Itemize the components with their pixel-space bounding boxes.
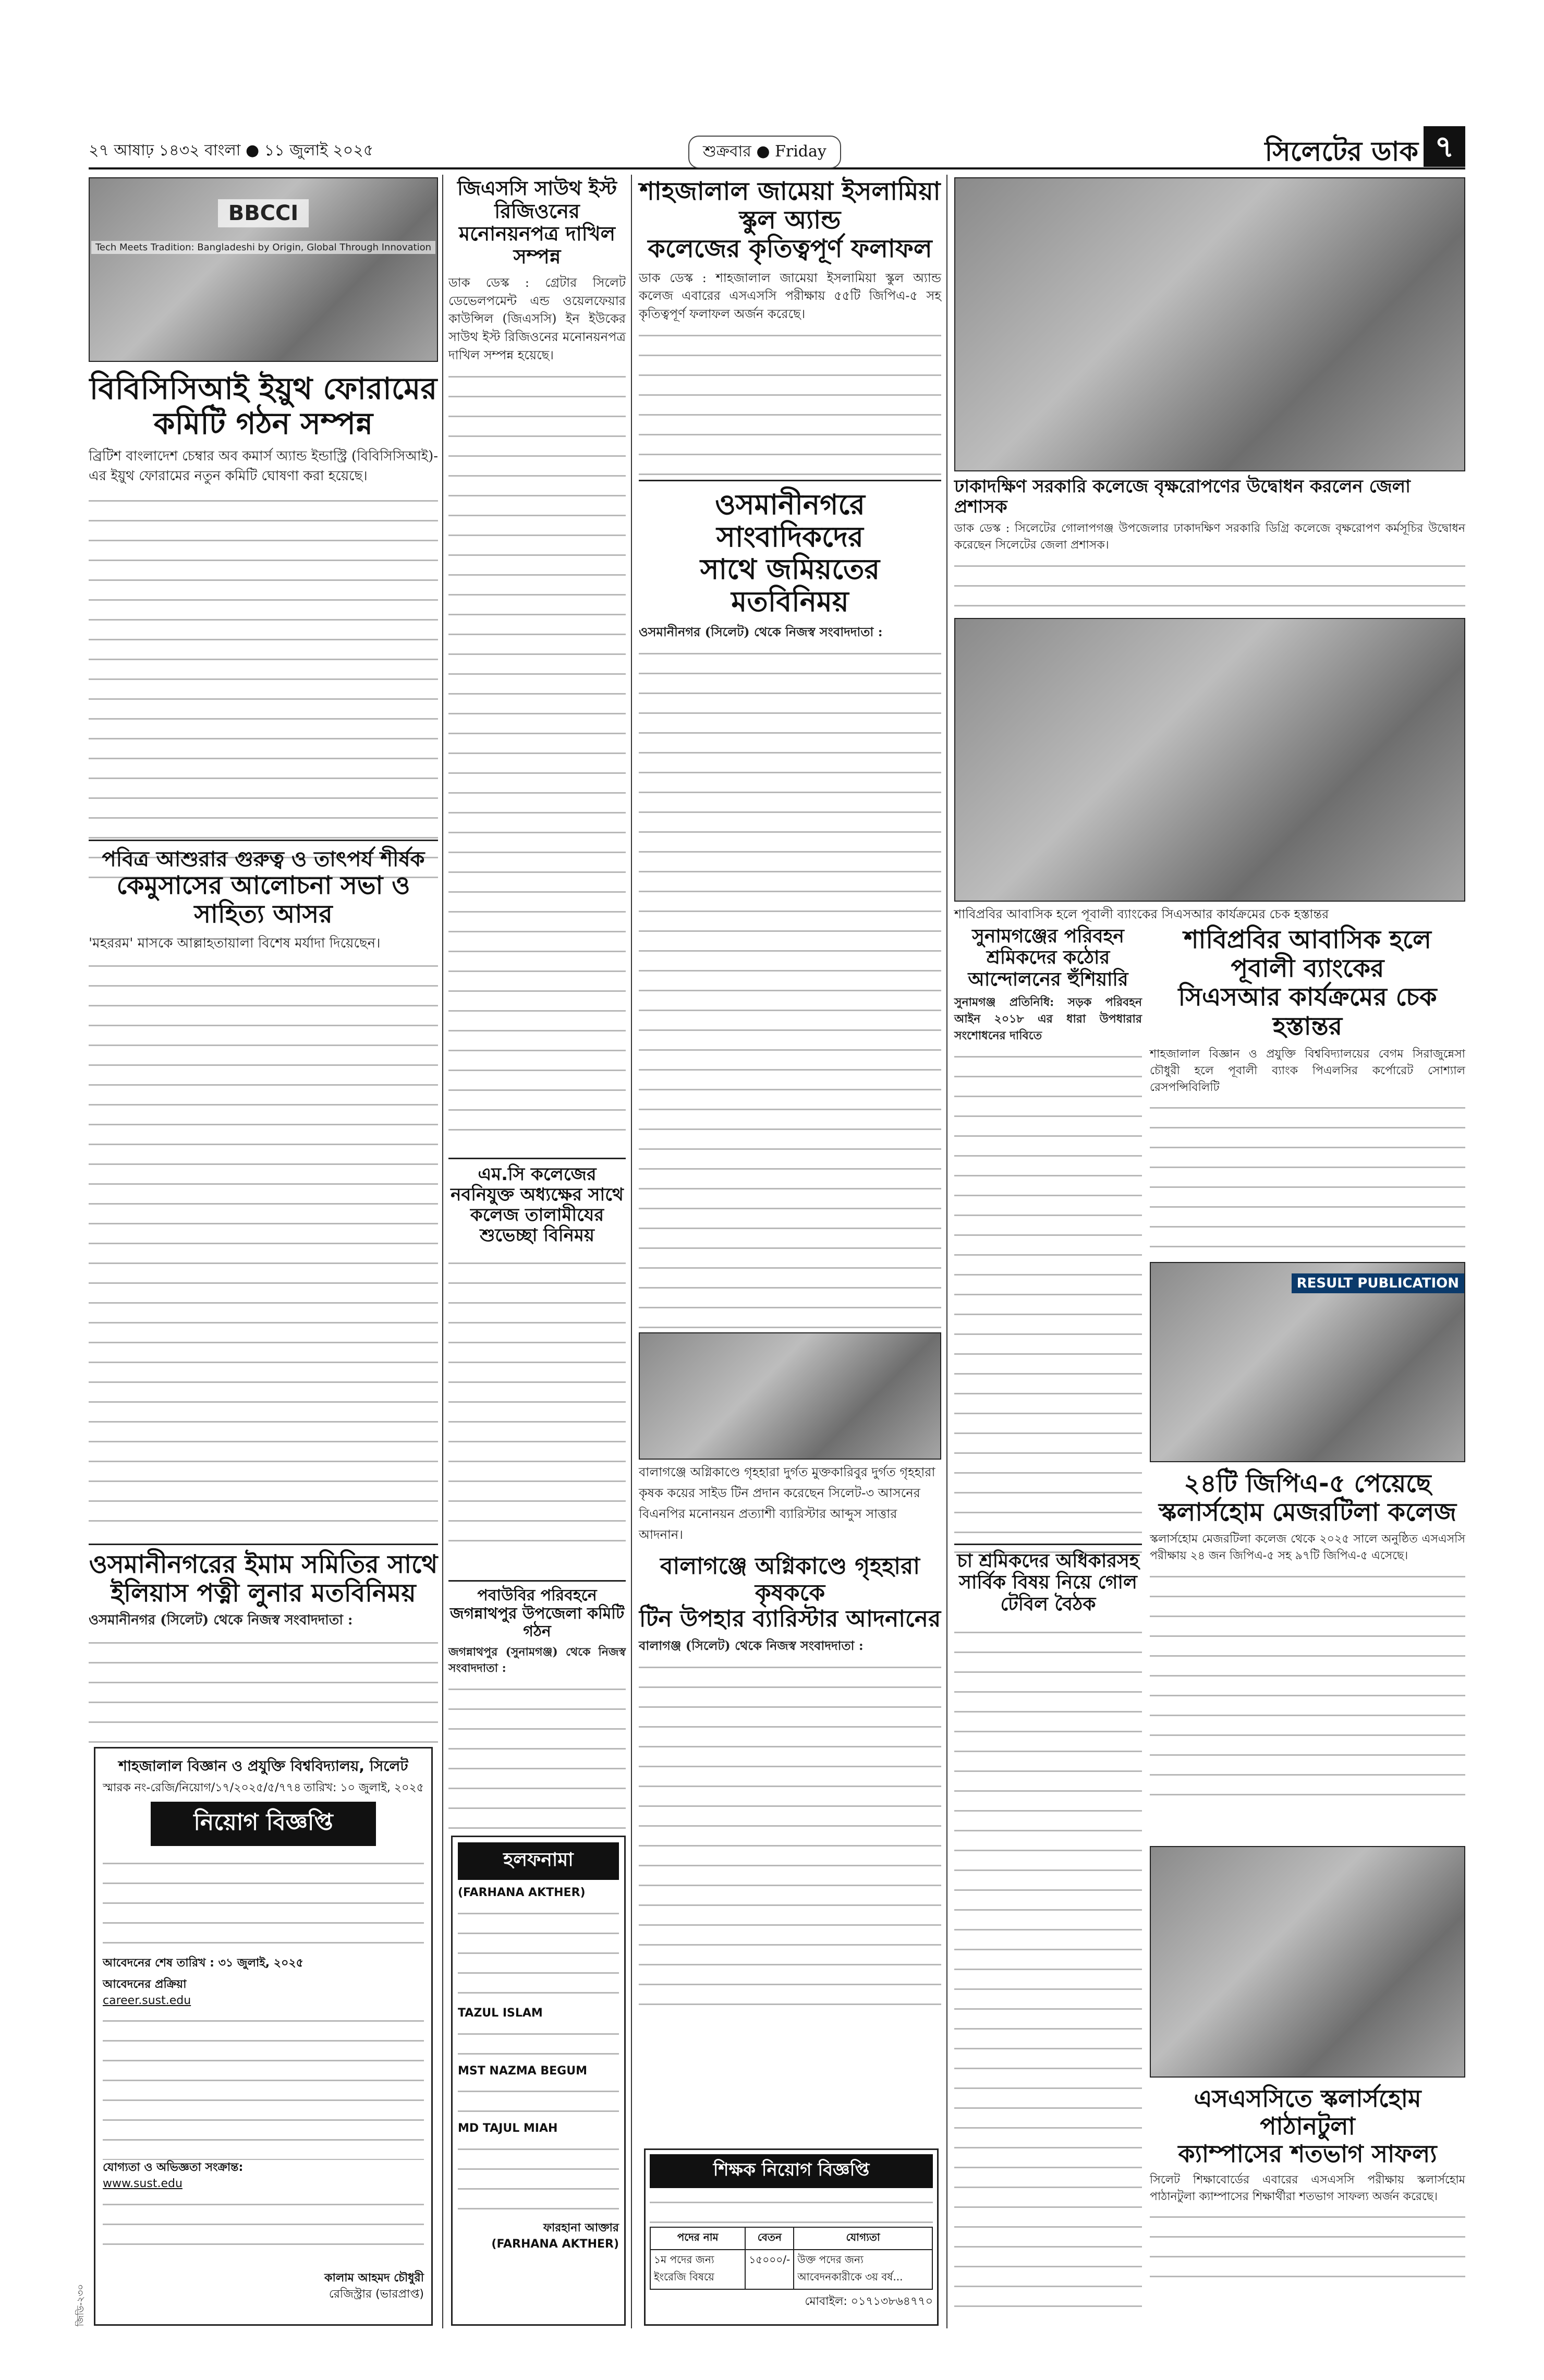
mc-college-headline: এম.সি কলেজের নবনিযুক্ত অধ্যক্ষের সাথে কলেজ তালামীযের শুভেচ্ছা বিনিময় — [451, 1164, 624, 1246]
ad-code: জিডি-২৩০ — [75, 2284, 86, 2327]
column-divider — [442, 175, 443, 2328]
school-headline-2: কলেজের কৃতিত্বপূর্ণ ফলাফল — [648, 234, 932, 264]
affidavit-notice — [451, 1836, 626, 2326]
bbcci-logo-text: BBCCI — [218, 199, 309, 227]
pathantula-headline-2: ক্যাম্পাসের শতভাগ সাফল্য — [1178, 2139, 1437, 2168]
imam-headline-1: ওসমানীনগরের ইমাম সমিতির সাথে — [89, 1550, 438, 1579]
gpa-intro: স্কলার্সহোম মেজরটিলা কলেজ থেকে ২০২৫ সালে অনুষ্ঠিত এসএসসি পরীক্ষায় ২৪ জন জিপিএ-৫ সহ ৯৭টি জিপিএ-৫ এসেছে। — [1150, 1533, 1465, 1563]
bank-headline-2: সিএসআর কার্যক্রমের চেক হস্তান্তর — [1178, 982, 1437, 1041]
school-body — [639, 323, 941, 485]
tea-labour-body — [954, 1620, 1142, 2309]
affidavit-signer: ফারহানা আক্তার — [543, 2221, 619, 2235]
plantation-article — [954, 177, 1465, 611]
tea-labour-article — [954, 1544, 1142, 2309]
issue-day: শুক্রবার ● Friday — [688, 136, 841, 168]
affidavit-signer-en: (FARHANA AKTHER) — [491, 2237, 619, 2251]
teacher-ad-body — [650, 2190, 933, 2227]
fire-intro: বালাগঞ্জ (সিলেট) থেকে নিজস্ব সংবাদদাতা : — [639, 1637, 864, 1653]
teacher-job-ad — [644, 2148, 939, 2326]
column-divider — [946, 175, 947, 2328]
journalist-intro: ওসমানীনগর (সিলেট) থেকে নিজস্ব সংবাদদাতা : — [639, 624, 883, 640]
sust-ad-title: নিয়োগ বিজ্ঞপ্তি — [151, 1802, 375, 1846]
bbcci-tagline: Tech Meets Tradition: Bangladeshi by Origin, Global Through Innovation — [91, 241, 435, 254]
pathantula-body — [1150, 2205, 1465, 2278]
gsc-article — [448, 177, 626, 1147]
page-number: ৭ — [1424, 126, 1465, 167]
gpa-body — [1150, 1564, 1465, 1804]
teacher-ad-table — [650, 2227, 933, 2290]
gpa-headline-1: ২৪টি জিপিএ-৫ পেয়েছে — [1184, 1469, 1431, 1498]
gsc-headline: জিএসসি সাউথ ইস্ট রিজিওনের মনোনয়নপত্র দাখিল সম্পন্ন — [457, 177, 617, 269]
affidavit-name-2: TAZUL ISLAM — [458, 2006, 543, 2020]
issue-date: ২৭ আষাঢ় ১৪৩২ বাংলা ● ১১ জুলাই ২০২৫ — [89, 141, 374, 160]
bank-photo-caption: শাবিপ্রবির আবাসিক হলে পূবালী ব্যাংকের সিএসআর কার্যক্রমের চেক হস্তান্তর — [954, 907, 1329, 921]
bank-cheque-photo — [954, 618, 1465, 902]
bbcci-article — [89, 177, 438, 895]
journalist-headline-1: ওসমানীনগরে সাংবাদিকদের — [715, 488, 865, 554]
imam-intro: ওসমানীনগর (সিলেট) থেকে নিজস্ব সংবাদদাতা : — [89, 1612, 353, 1629]
gpa-article — [1150, 1262, 1465, 1804]
affidavit-name-1: (FARHANA AKTHER) — [458, 1886, 586, 1899]
sust-ad-body — [103, 1851, 424, 1956]
teacher-ad-contact: মোবাইল: ০১৭১৩৮৬৪৭৭০ — [805, 2295, 933, 2308]
affidavit-body-3 — [458, 2079, 619, 2121]
sust-ad-url[interactable]: career.sust.edu — [103, 1994, 191, 2007]
bbcci-headline-2: কমিটি গঠন সম্পন্ন — [153, 405, 373, 441]
muharram-headline-2: কেমুসাসের আলোচনা সভা ও সাহিত্য আসর — [116, 871, 410, 929]
journalist-article — [639, 480, 941, 1371]
affidavit-body-2 — [458, 2022, 619, 2063]
gpa-headline-2: স্কলার্সহোম মেজরটিলা কলেজ — [1158, 1498, 1457, 1527]
transport-intro: সুনামগঞ্জ প্রতিনিধি: সড়ক পরিবহন আইন ২০১৮ এর ধারা উপধারার সংশোধনের দাবিতে — [954, 995, 1142, 1042]
jagannathpur-article — [448, 1580, 626, 1833]
sust-ad-org: শাহজালাল বিজ্ঞান ও প্রযুক্তি বিশ্ববিদ্যালয়, সিলেট — [118, 1757, 408, 1775]
pathantula-photo — [1150, 1846, 1465, 2078]
table-row: ১ম পদের জন্য ইংরেজি বিষয়ে ১৫০০০/- উক্ত পদের জন্য আবেদনকারীকে ৩য় বর্ষ... — [650, 2250, 932, 2289]
sust-ad-process-body — [103, 2009, 424, 2160]
result-ceremony-photo — [1150, 1262, 1465, 1462]
transport-body — [954, 1045, 1142, 1566]
column-divider — [631, 175, 632, 2328]
fire-body — [639, 1655, 941, 2020]
tea-labour-headline: চা শ্রমিকদের অধিকারসহ সার্বিক বিষয় নিয়ে গোল টেবিল বৈঠক — [957, 1550, 1139, 1615]
affidavit-title: হলফনামা — [458, 1842, 619, 1880]
newspaper-name: সিলেটের ডাক — [1265, 136, 1418, 167]
sust-ad-web-body — [103, 2192, 424, 2255]
pathantula-headline-1: এসএসসিতে স্কলার্সহোম পাঠানটুলা — [1194, 2084, 1421, 2140]
teacher-ad-col-qualification: যোগ্যতা — [794, 2227, 932, 2250]
transport-article — [954, 926, 1142, 1566]
result-banner-text: RESULT PUBLICATION — [1292, 1273, 1464, 1293]
affidavit-name-3: MD TAJUL MIAH — [458, 2122, 558, 2135]
teacher-ad-col-post: পদের নাম — [650, 2227, 745, 2250]
affidavit-body-4 — [458, 2137, 619, 2220]
transport-headline: সুনামগঞ্জের পরিবহন শ্রমিকদের কঠোর আন্দোলনের হুঁশিয়ারি — [968, 926, 1128, 990]
fire-article — [639, 1332, 941, 2020]
sust-ad-process-label: আবেদনের প্রক্রিয়া — [103, 1977, 187, 1991]
muharram-body-text — [89, 954, 438, 1527]
sust-ad-deadline: আবেদনের শেষ তারিখ : ৩১ জুলাই, ২০২৫ — [103, 1956, 303, 1970]
school-intro: ডাক ডেস্ক : শাহজালাল জামেয়া ইসলামিয়া স্কুল অ্যান্ড কলেজ এবারের এসএসসি পরীক্ষায় ৫৫টি জিপিএ-৫ সহ কৃতিত্বপূর্ণ ফলাফল অর্জন করেছে। — [639, 270, 941, 322]
sust-ad-signer: কালাম আহমদ চৌধুরী — [324, 2271, 424, 2285]
journalist-headline-2: সাথে জমিয়তের মতবিনিময় — [700, 553, 880, 618]
bank-intro: শাহজালাল বিজ্ঞান ও প্রযুক্তি বিশ্ববিদ্যালয়ের বেগম সিরাজুন্নেসা চৌধুরী হলে পূবালী ব্যাংক পিএলসির কর্পোরেট সোশ্যাল রেসপন্সিবিলিটি — [1150, 1047, 1465, 1094]
mc-college-article — [448, 1158, 626, 1543]
gsc-body-text — [448, 365, 626, 1147]
fire-photo-caption: বালাগঞ্জে অগ্নিকাণ্ডে গৃহহারা দুর্গত মুক্তকারিবুর দুর্গত গৃহহারা কৃষক কয়ের সাইড টিন প্রদান করেছেন সিলেট-৩ আসনের বিএনপির মনোনয়ন প্রত্যাশী ব্যারিস্টার আব্দুস সাত্তার আদনান। — [639, 1465, 935, 1542]
teacher-ad-col-salary: বেতন — [745, 2227, 794, 2250]
jagannathpur-headline: পবাউবির পরিবহনে জগন্নাথপুর উপজেলা কমিটি গঠন — [449, 1586, 625, 1641]
muharram-article — [89, 840, 438, 1527]
imam-article — [89, 1544, 438, 1751]
page-header — [89, 130, 1465, 169]
bbcci-headline-1: বিবিসিসিআই ইয়ুথ ফোরামের — [89, 371, 437, 406]
muharram-intro: 'মহররম' মাসকে আল্লাহতায়ালা বিশেষ মর্যাদা দিয়েছেন। — [89, 936, 381, 952]
plantation-body — [954, 554, 1465, 611]
bbcci-photo — [89, 177, 438, 362]
affidavit-body-1 — [458, 1901, 619, 2006]
imam-headline-2: ইলিয়াস পত্নী লুনার মতবিনিময় — [111, 1578, 416, 1608]
plantation-headline: ঢাকাদক্ষিণ সরকারি কলেজে বৃক্ষরোপণের উদ্বোধন করলেন জেলা প্রশাসক — [954, 476, 1411, 518]
sust-ad-date: তারিখ: ১০ জুলাই, ২০২৫ — [303, 1781, 424, 1795]
fire-photo — [639, 1332, 941, 1460]
mc-college-body — [448, 1251, 626, 1543]
journalist-body — [639, 641, 941, 1371]
bank-headline-1: শাবিপ্রবির আবাসিক হলে পূবালী ব্যাংকের — [1184, 925, 1431, 983]
affidavit-name-4: MST NAZMA BEGUM — [458, 2064, 587, 2078]
bank-photo-block — [954, 618, 1465, 926]
imam-body-text — [89, 1631, 438, 1751]
plantation-intro: ডাক ডেস্ক : সিলেটের গোলাপগঞ্জ উপজেলার ঢাকাদক্ষিণ সরকারি ডিগ্রি কলেজে বৃক্ষরোপণ কর্মসূচির উদ্বোধন করেছেন সিলেটের জেলা প্রশাসক। — [954, 522, 1465, 552]
school-headline-1: শাহজালাল জামেয়া ইসলামিয়া স্কুল অ্যান্ড — [639, 177, 941, 235]
pathantula-article — [1150, 1846, 1465, 2278]
sust-ad-memo: স্মারক নং-রেজি/নিয়োগ/১৭/২০২৫/৫/৭৭৪ — [103, 1781, 301, 1795]
bank-csr-article — [1150, 926, 1465, 1304]
plantation-photo — [954, 177, 1465, 471]
teacher-ad-title: শিক্ষক নিয়োগ বিজ্ঞপ্তি — [650, 2154, 933, 2188]
fire-headline-2: টিন উপহার ব্যারিস্টার আদনানের — [639, 1606, 941, 1633]
sust-job-ad — [94, 1747, 433, 2326]
sust-ad-web-url[interactable]: www.sust.edu — [103, 2177, 183, 2191]
jagannathpur-body — [448, 1677, 626, 1833]
jagannathpur-intro: জগন্নাথপুর (সুনামগঞ্জ) থেকে নিজস্ব সংবাদদাতা : — [448, 1645, 626, 1675]
bbcci-body-text — [89, 489, 438, 895]
sust-ad-signer-title: রেজিস্ট্রার (ভারপ্রাপ্ত) — [329, 2287, 424, 2301]
muharram-headline-1: পবিত্র আশুরার গুরুত্ব ও তাৎপর্য শীর্ষক — [102, 847, 425, 871]
sust-ad-web-label: যোগ্যতা ও অভিজ্ঞতা সংক্রান্ত: — [103, 2161, 244, 2175]
pathantula-intro: সিলেট শিক্ষাবোর্ডের এবারের এসএসসি পরীক্ষায় স্কলার্সহোম পাঠানটুলা ক্যাম্পাসের শিক্ষার্থীরা শতভাগ সাফল্য অর্জন করেছে। — [1150, 2173, 1465, 2203]
fire-headline-1: বালাগঞ্জে অগ্নিকাণ্ডে গৃহহারা কৃষককে — [660, 1553, 920, 1606]
bbcci-intro: ব্রিটিশ বাংলাদেশ চেম্বার অব কমার্স অ্যান্ড ইন্ডাস্ট্রি (বিবিসিসিআই)-এর ইয়ুথ ফোরামের নতুন কমিটি ঘোষণা করা হয়েছে। — [89, 448, 438, 484]
gsc-intro: ডাক ডেস্ক : গ্রেটার সিলেট ডেভেলপমেন্ট এন্ড ওয়েলফেয়ার কাউন্সিল (জিএসসি) ইন ইউকের সাউথ ইস্ট রিজিওনের মনোনয়নপত্র দাখিল সম্পন্ন হয়েছে। — [448, 275, 626, 362]
school-result-article — [639, 177, 941, 485]
